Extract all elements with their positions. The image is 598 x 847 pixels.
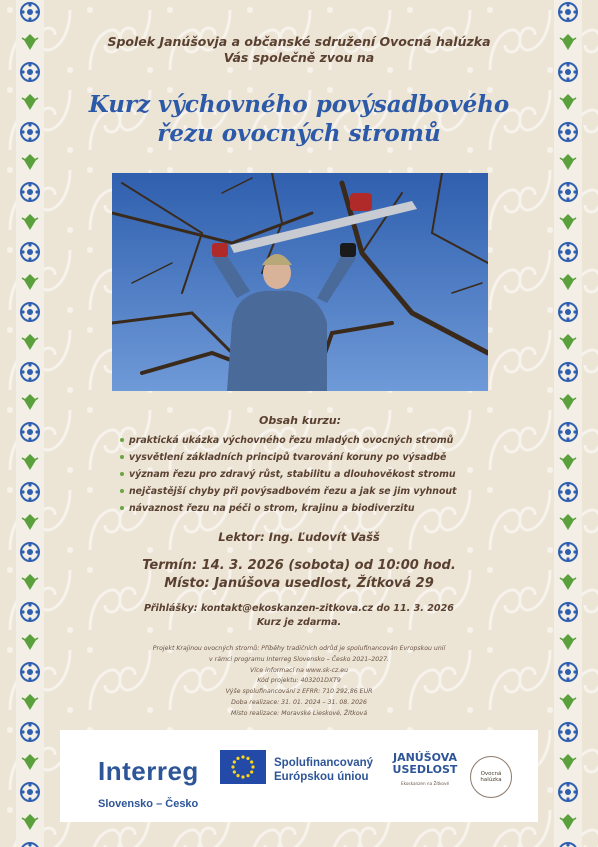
eu-star bbox=[233, 760, 236, 763]
folk-motif bbox=[557, 60, 579, 90]
course-item: praktická ukázka výchovného řezu mladých ovocných stromů bbox=[120, 432, 480, 449]
folk-motif bbox=[19, 330, 41, 360]
eu-star bbox=[236, 757, 239, 760]
folk-motif bbox=[19, 0, 41, 30]
folk-motif bbox=[557, 570, 579, 600]
fine-line: v rámci programu Interreg Slovensko – Česko 2021–2027. bbox=[209, 655, 389, 663]
eu-star bbox=[246, 774, 249, 777]
course-heading: Obsah kurzu: bbox=[258, 414, 342, 427]
course-content bbox=[120, 414, 480, 517]
folk-motif bbox=[557, 300, 579, 330]
intro-line-2: Vás společně zvou na bbox=[223, 50, 375, 65]
folk-motif bbox=[19, 690, 41, 720]
folk-motif bbox=[557, 750, 579, 780]
eu-star bbox=[241, 775, 244, 778]
janusova-line-2: USEDLOST bbox=[392, 763, 458, 776]
lector: Lektor: Ing. Ľudovít Vašš bbox=[218, 530, 380, 544]
folk-motif bbox=[19, 510, 41, 540]
title-line-2: řezu ovocných stromů bbox=[157, 120, 441, 147]
folk-motif bbox=[19, 30, 41, 60]
folk-motif bbox=[19, 270, 41, 300]
folk-motif bbox=[557, 810, 579, 840]
folk-motif bbox=[19, 300, 41, 330]
folk-motif bbox=[19, 60, 41, 90]
folk-motif bbox=[557, 660, 579, 690]
folk-motif bbox=[19, 390, 41, 420]
event-title bbox=[60, 90, 538, 148]
janusova-line-1: JANÚŠOVA bbox=[392, 751, 457, 764]
fine-line: Kód projektu: 403201DXT9 bbox=[257, 677, 341, 685]
folk-motif bbox=[19, 540, 41, 570]
signup-info bbox=[60, 602, 538, 630]
fine-line: Projekt Krajinou ovocných stromů: Příběhy tradičních odrůd je spolufinancován Evropskou unií bbox=[152, 645, 446, 652]
ovocna-line-2: halúzka bbox=[480, 777, 502, 783]
janusova-usedlost-logo bbox=[392, 752, 458, 790]
folk-motif bbox=[557, 780, 579, 810]
folk-motif bbox=[19, 570, 41, 600]
folk-motif bbox=[19, 240, 41, 270]
eu-star bbox=[251, 765, 254, 768]
signup-contact: Přihlášky: kontakt@ekoskanzen-zitkova.cz do 11. 3. 2026 bbox=[144, 603, 454, 614]
folk-motif bbox=[557, 510, 579, 540]
intro-line-1: Spolek Janúšovja a občanské sdružení Ovocná halúzka bbox=[107, 34, 491, 49]
folk-motif bbox=[19, 90, 41, 120]
folk-motif bbox=[19, 420, 41, 450]
folk-motif bbox=[19, 150, 41, 180]
folk-motif bbox=[557, 150, 579, 180]
course-item: nejčastější chyby při povýsadbovém řezu a jak se jim vyhnout bbox=[120, 483, 480, 500]
event-date: Termín: 14. 3. 2026 (sobota) od 10:00 hod. bbox=[142, 558, 456, 573]
folk-motif bbox=[557, 630, 579, 660]
folk-border-left bbox=[16, 0, 44, 847]
event-details bbox=[60, 557, 538, 593]
course-item: návaznost řezu na péči o strom, krajinu a biodiverzitu bbox=[120, 500, 480, 517]
folk-motif bbox=[19, 120, 41, 150]
pruning-photo bbox=[112, 173, 488, 391]
event-place: Místo: Janúšova usedlost, Žítková 29 bbox=[164, 576, 434, 591]
folk-motif bbox=[19, 660, 41, 690]
folk-motif bbox=[557, 30, 579, 60]
folk-motif bbox=[19, 750, 41, 780]
folk-motif bbox=[557, 420, 579, 450]
folk-motif bbox=[557, 840, 579, 847]
ovocna-line-1: Ovocná bbox=[480, 771, 502, 777]
folk-motif bbox=[557, 540, 579, 570]
folk-motif bbox=[19, 720, 41, 750]
folk-motif bbox=[557, 600, 579, 630]
eu-star bbox=[250, 760, 253, 763]
folk-motif bbox=[557, 270, 579, 300]
folk-motif bbox=[557, 390, 579, 420]
signup-free: Kurz je zdarma. bbox=[256, 617, 342, 628]
folk-motif bbox=[19, 780, 41, 810]
eu-cofinanced-text bbox=[274, 756, 373, 784]
intro-text bbox=[60, 34, 538, 66]
eu-star bbox=[233, 770, 236, 773]
folk-motif bbox=[19, 840, 41, 847]
folk-motif bbox=[19, 810, 41, 840]
folk-motif bbox=[557, 210, 579, 240]
course-list bbox=[120, 432, 480, 517]
folk-motif bbox=[19, 360, 41, 390]
folk-motif bbox=[557, 690, 579, 720]
eu-star bbox=[246, 757, 249, 760]
folk-motif bbox=[19, 480, 41, 510]
eu-star bbox=[241, 755, 244, 758]
eu-star bbox=[250, 770, 253, 773]
folk-motif bbox=[19, 450, 41, 480]
folk-motif bbox=[557, 720, 579, 750]
folk-motif bbox=[557, 480, 579, 510]
folk-motif bbox=[557, 120, 579, 150]
folk-motif bbox=[557, 450, 579, 480]
folk-motif bbox=[557, 0, 579, 30]
folk-motif bbox=[557, 240, 579, 270]
folk-motif bbox=[19, 600, 41, 630]
folk-motif bbox=[557, 180, 579, 210]
fine-line: Doba realizace: 31. 01. 2024 – 31. 08. 2026 bbox=[231, 698, 367, 706]
eu-star bbox=[236, 774, 239, 777]
course-item: vysvětlení základních principů tvarování koruny po výsadbě bbox=[120, 449, 480, 466]
folk-motif bbox=[19, 210, 41, 240]
folk-motif bbox=[557, 330, 579, 360]
interreg-region: Slovensko – Česko bbox=[98, 798, 199, 810]
course-item: význam řezu pro zdravý růst, stabilitu a dlouhověkost stromu bbox=[120, 466, 480, 483]
title-line-1: Kurz výchovného povýsadbového bbox=[88, 91, 510, 118]
fine-line: Místo realizace: Moravské Lieskové, Žítková bbox=[230, 709, 368, 717]
folk-border-right bbox=[554, 0, 582, 847]
project-fine-print bbox=[60, 644, 538, 720]
eu-line-1: Spolufinancovaný bbox=[274, 757, 374, 769]
folk-motif bbox=[19, 630, 41, 660]
eu-flag-icon bbox=[220, 750, 266, 784]
folk-motif bbox=[557, 90, 579, 120]
folk-motif bbox=[19, 180, 41, 210]
eu-star bbox=[231, 765, 234, 768]
interreg-logo: Interreg bbox=[98, 756, 199, 786]
ovocna-haluzka-logo bbox=[470, 756, 512, 798]
sponsor-footer bbox=[60, 730, 538, 822]
janusova-sub: Ekoskanzen na Žítkové bbox=[400, 781, 450, 786]
fine-line: Více informací na www.sk-cz.eu bbox=[250, 666, 348, 674]
eu-line-2: Európskou úniou bbox=[274, 771, 369, 783]
folk-motif bbox=[557, 360, 579, 390]
fine-line: Výše spolufinancování z EFRR: 710 292,86 EUR bbox=[225, 688, 373, 696]
